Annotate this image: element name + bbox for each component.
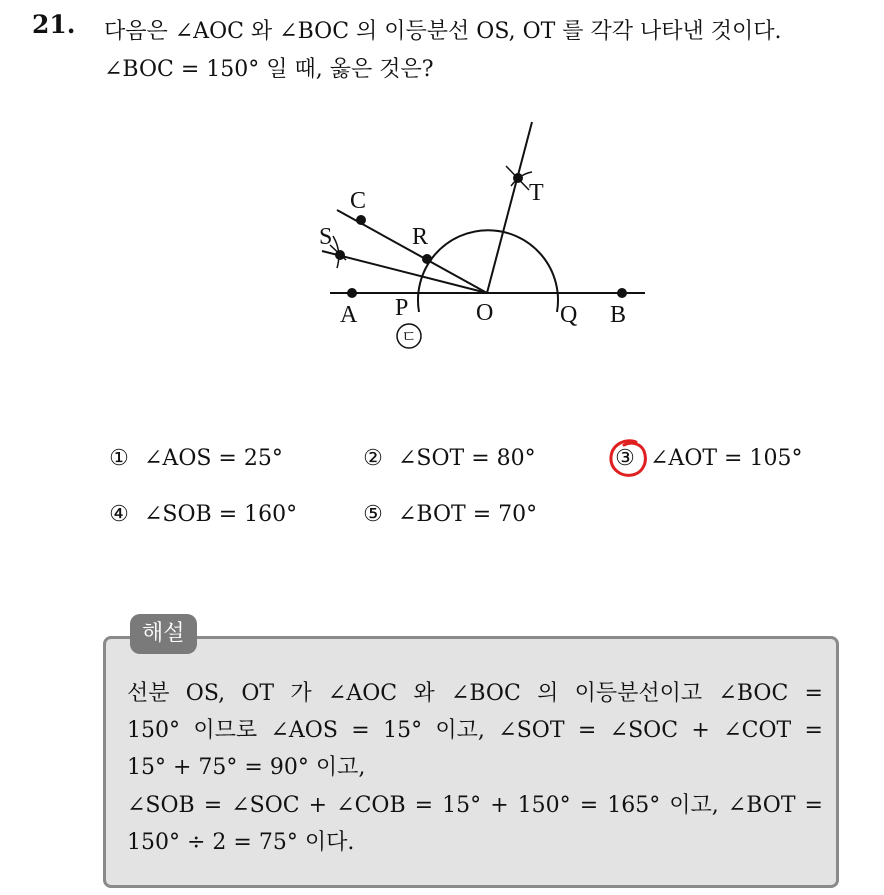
- ray-ot: [487, 122, 532, 293]
- explanation-line-2: 150° 이므로 ∠AOS = 15° 이고, ∠SOT = ∠SOC + ∠COT =: [127, 718, 823, 743]
- label-b: B: [610, 302, 627, 328]
- point-t: [513, 173, 523, 183]
- choice-1[interactable]: [108, 446, 283, 471]
- label-o: O: [476, 300, 494, 326]
- question-text-line-1: 다음은 ∠AOC 와 ∠BOC 의 이등분선 OS, OT 를 각각 나타낸 것이다.: [104, 19, 782, 44]
- label-t: T: [529, 180, 544, 206]
- label-a: A: [340, 302, 358, 328]
- explanation-line-1: 선분 OS, OT 가 ∠AOC 와 ∠BOC 의 이등분선이고 ∠BOC =: [127, 681, 823, 706]
- question-text-line-2: ∠BOC = 150° 일 때, 옳은 것은?: [104, 57, 434, 82]
- label-p: P: [395, 295, 409, 321]
- explanation-line-4: ∠SOB = ∠SOC + ∠COB = 15° + 150° = 165° 이고, ∠BOT =: [127, 793, 823, 818]
- ray-os: [322, 251, 487, 293]
- point-a: [347, 288, 357, 298]
- point-s: [335, 250, 345, 260]
- answer-mark-circle: [606, 436, 650, 480]
- choice-4-number: ④: [109, 502, 129, 527]
- label-q: Q: [560, 302, 578, 328]
- choice-1-number: ①: [109, 446, 129, 471]
- label-c: C: [350, 188, 367, 214]
- explanation-line-5: 150° ÷ 2 = 75° 이다.: [127, 830, 355, 855]
- label-s: S: [319, 224, 333, 250]
- choice-5-text: ∠BOT = 70°: [398, 502, 538, 527]
- choice-2[interactable]: [362, 446, 536, 471]
- point-c: [356, 215, 366, 225]
- question-number: 21.: [32, 10, 76, 39]
- choice-4[interactable]: [108, 502, 297, 527]
- label-r: R: [412, 224, 429, 250]
- choice-5[interactable]: [362, 502, 537, 527]
- choice-1-text: ∠AOS = 25°: [144, 446, 283, 471]
- choice-3-text: ∠AOT = 105°: [650, 446, 803, 471]
- step-marker-label: ㄷ: [401, 327, 417, 346]
- choice-3-number: ③: [615, 446, 635, 471]
- explanation-tag: 해설: [130, 614, 197, 654]
- choice-4-text: ∠SOB = 160°: [144, 502, 298, 527]
- geometry-figure: [300, 110, 660, 360]
- choice-2-text: ∠SOT = 80°: [398, 446, 536, 471]
- point-r: [422, 254, 432, 264]
- choice-5-number: ⑤: [363, 502, 383, 527]
- point-b: [617, 288, 627, 298]
- choice-2-number: ②: [363, 446, 383, 471]
- explanation-line-3: 15° + 75° = 90° 이고,: [127, 755, 366, 780]
